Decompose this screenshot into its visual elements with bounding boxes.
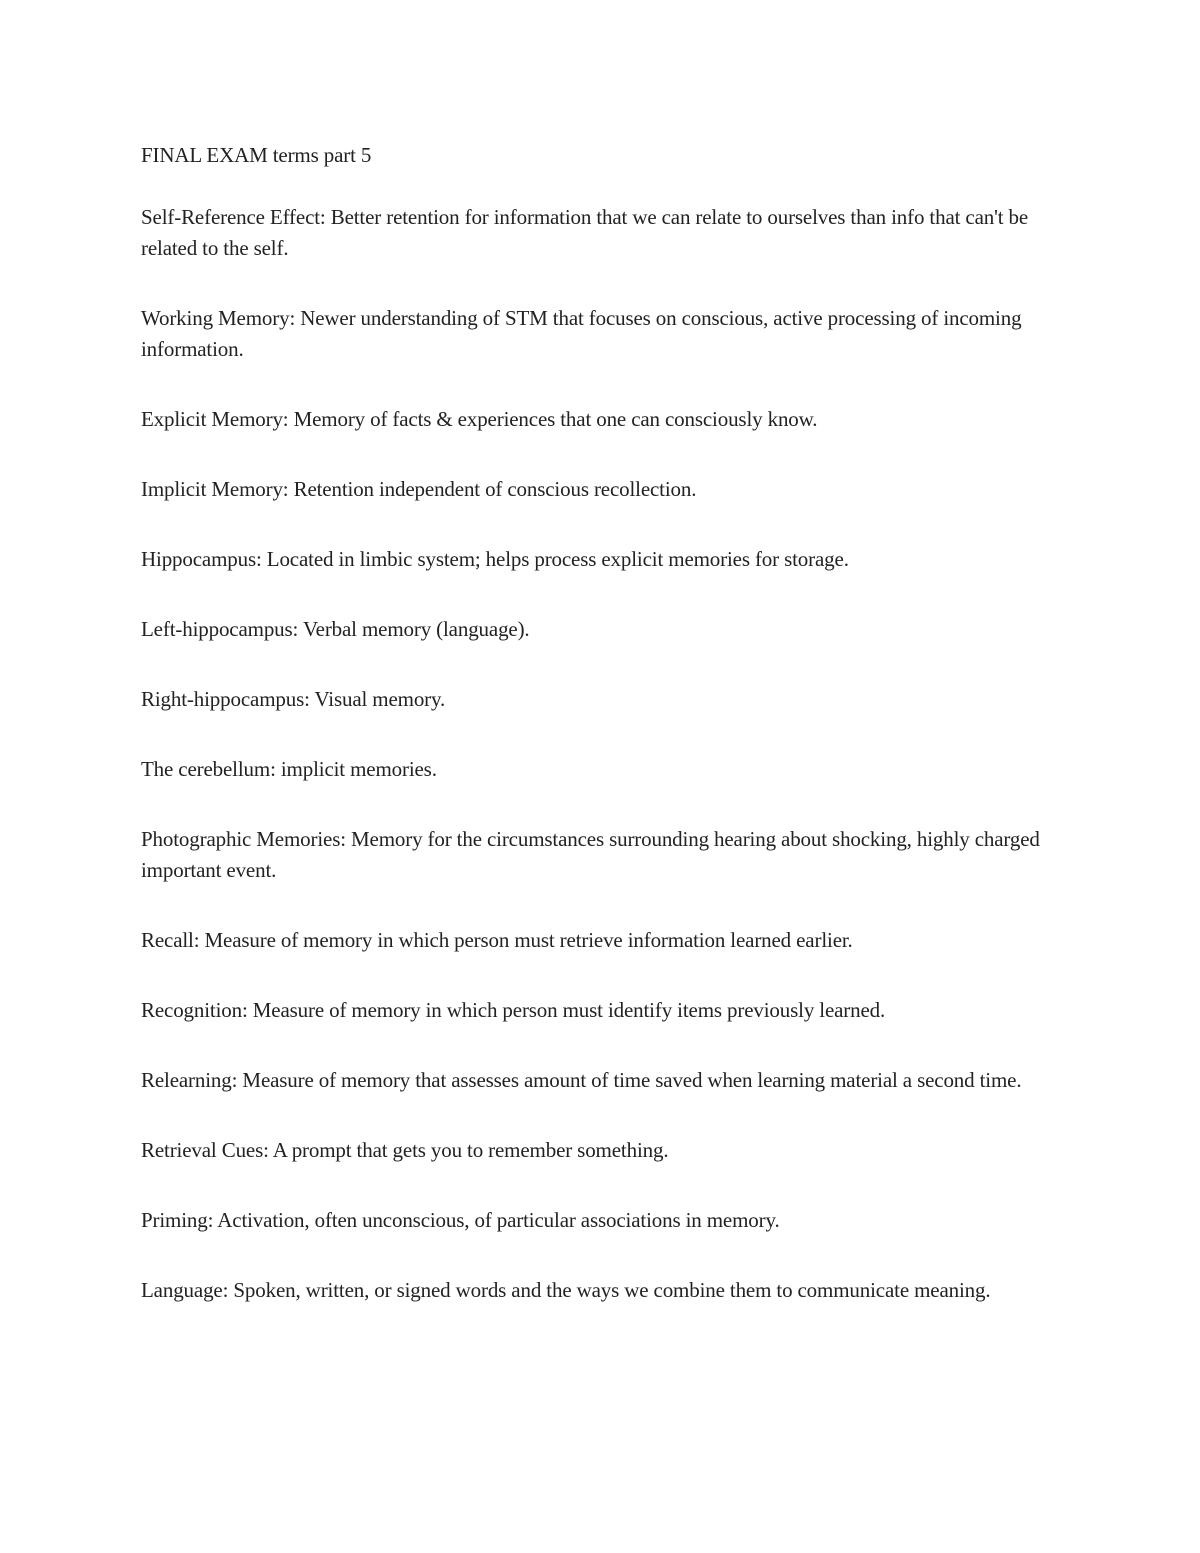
- term-priming: Priming: Activation, often unconscious, of particular associations in memory.: [141, 1208, 780, 1232]
- term-photographic-memories: Photographic Memories: Memory for the circumstances surrounding hearing about shocking, highly charged important event.: [141, 827, 1040, 882]
- term-implicit-memory: Implicit Memory: Retention independent of conscious recollection.: [141, 477, 697, 501]
- term-explicit-memory: Explicit Memory: Memory of facts & experiences that one can consciously know.: [141, 407, 818, 431]
- document-title: FINAL EXAM terms part 5: [141, 143, 372, 167]
- term-retrieval-cues: Retrieval Cues: A prompt that gets you to remember something.: [141, 1138, 669, 1162]
- term-recall: Recall: Measure of memory in which person must retrieve information learned earlier.: [141, 928, 853, 952]
- term-right-hippocampus: Right-hippocampus: Visual memory.: [141, 687, 446, 711]
- term-self-reference-effect: Self-Reference Effect: Better retention for information that we can relate to ourselves than info that can't be related to the self.: [141, 205, 1029, 260]
- document-body: [141, 140, 1071, 1345]
- term-hippocampus: Hippocampus: Located in limbic system; helps process explicit memories for storage.: [141, 547, 849, 571]
- term-working-memory: Working Memory: Newer understanding of STM that focuses on conscious, active processing of incoming information.: [141, 306, 1022, 361]
- term-language: Language: Spoken, written, or signed words and the ways we combine them to communicate meaning.: [141, 1278, 991, 1302]
- term-recognition: Recognition: Measure of memory in which person must identify items previously learned.: [141, 998, 886, 1022]
- term-left-hippocampus: Left-hippocampus: Verbal memory (language).: [141, 617, 530, 641]
- term-relearning: Relearning: Measure of memory that assesses amount of time saved when learning material a second time.: [141, 1068, 1022, 1092]
- term-cerebellum: The cerebellum: implicit memories.: [141, 757, 437, 781]
